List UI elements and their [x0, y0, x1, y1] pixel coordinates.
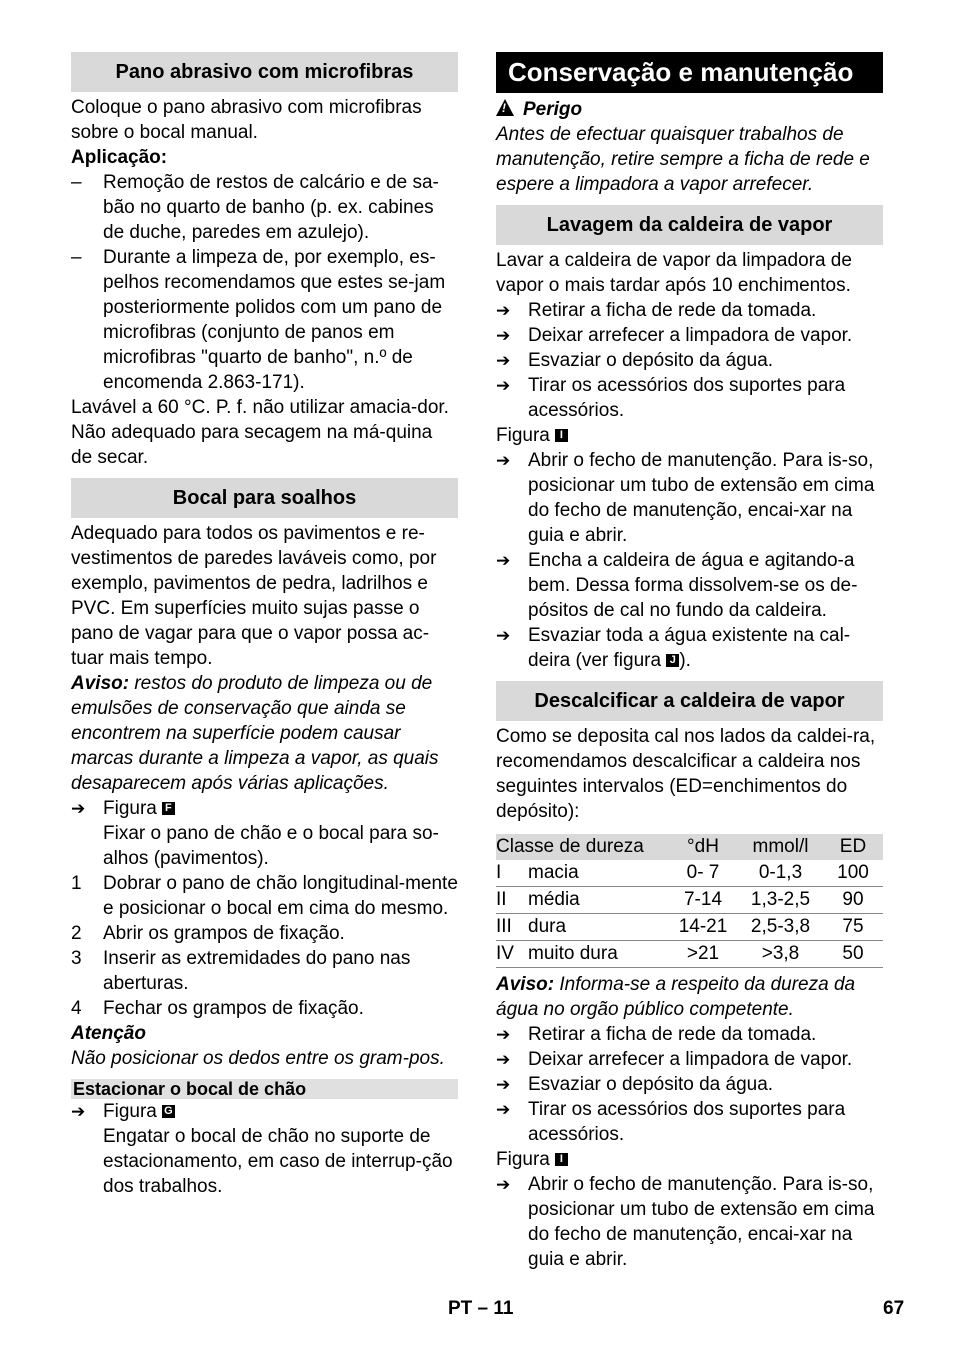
floor-nozzle-note: Aviso: restos do produto de limpeza ou de emulsões de conservação que ainda se encontrem na superfície podem causar marcas durante a limpeza a vapor, as quais desaparecem após várias aplicações. [71, 673, 439, 794]
list-item: – Remoção de restos de calcário e de sa-bão no quarto de banho (p. ex. cabines de duche, paredes em azulejo). [71, 172, 439, 243]
figure-ref: Figura I [496, 423, 883, 448]
step-item: ➔ Tirar os acessórios dos suportes para acessórios. [496, 375, 846, 421]
figure-letter-icon: F [162, 802, 175, 815]
figure-ref: Figura I [496, 1147, 883, 1172]
figure-text: Fixar o pano de chão e o bocal para so-alhos (pavimentos). [103, 823, 439, 869]
table-header: mmol/l [752, 836, 809, 857]
step-item: ➔ Deixar arrefecer a limpadora de vapor. [496, 1049, 853, 1070]
figure-ref: ➔ Figura F [71, 796, 458, 821]
section-heading-boiler-wash: Lavagem da caldeira de vapor [496, 205, 883, 245]
application-label: Aplicação: [71, 147, 168, 168]
figure-letter-icon: J [666, 654, 679, 667]
wash-note: Lavável a 60 °C. P. f. não utilizar amacia-dor. Não adequado para secagem na má-quina de secar. [71, 397, 449, 468]
table-row: IV muito dura >21 >3,8 50 [496, 941, 883, 968]
step-item: 2 Abrir os grampos de fixação. [71, 923, 345, 944]
step-item: 3 Inserir as extremidades do pano nas aberturas. [71, 948, 411, 994]
footer-section-label: PT – 11 [448, 1298, 514, 1319]
step-item: ➔ Deixar arrefecer a limpadora de vapor. [496, 325, 853, 346]
figure-letter-icon: I [555, 429, 568, 442]
arrow-icon: ➔ [496, 326, 511, 345]
arrow-icon: ➔ [496, 351, 511, 370]
table-header: Classe de dureza [496, 836, 644, 857]
list-item: – Durante a limpeza de, por exemplo, es-pelhos recomendamos que estes se-jam posteriormente polidos com um pano de microfibras (conjunto de panos em microfibras "quarto de banho", n.º de encomenda 2.863-171). [71, 247, 446, 393]
step-item: ➔ Retirar a ficha de rede da tomada. [496, 300, 817, 321]
arrow-icon: ➔ [496, 1100, 511, 1119]
chapter-title: Conservação e manutenção [496, 52, 883, 93]
descale-intro: Como se deposita cal nos lados da caldei-ra, recomendamos descalcificar a caldeira nos seguintes intervalos (ED=enchimentos do depósito): [496, 726, 876, 822]
table-row: II média 7-14 1,3-2,5 90 [496, 887, 883, 914]
subheading-park-nozzle: Estacionar o bocal de chão [71, 1079, 458, 1099]
floor-nozzle-intro: Adequado para todos os pavimentos e re-vestimentos de paredes laváveis como, por exemplo, pavimentos de pedra, ladrilhos e PVC. Em superfícies muito sujas passe o pano de vagar para que o vapor possa ac-tuar mais tempo. [71, 523, 437, 669]
step-item: ➔ Encha a caldeira de água e agitando-a bem. Dessa forma dissolvem-se os de-pósitos de cal no fundo da caldeira. [496, 550, 858, 621]
step-item: ➔ Abrir o fecho de manutenção. Para is-so, posicionar um tubo de extensão em cima do fecho de manutenção, encai-xar na guia e abrir. [496, 450, 875, 546]
arrow-icon: ➔ [496, 376, 511, 395]
arrow-icon: ➔ [496, 1175, 511, 1194]
table-header-row [496, 834, 883, 860]
step-item: 1 Dobrar o pano de chão longitudinal-mente e posicionar o bocal em cima do mesmo. [71, 873, 458, 919]
park-text: Engatar o bocal de chão no suporte de estacionamento, em caso de interrup-ção dos trabalhos. [103, 1126, 453, 1197]
step-item: ➔ Abrir o fecho de manutenção. Para is-so, posicionar um tubo de extensão em cima do fecho de manutenção, encai-xar na guia e abrir. [496, 1174, 875, 1270]
hardness-table [496, 834, 883, 968]
table-row: III dura 14-21 2,5-3,8 75 [496, 914, 883, 941]
step-item: ➔ Tirar os acessórios dos suportes para acessórios. [496, 1099, 846, 1145]
step-item: ➔ Esvaziar o depósito da água. [496, 350, 774, 371]
left-column [71, 52, 458, 1199]
table-header: °dH [687, 836, 719, 857]
arrow-icon: ➔ [71, 799, 86, 818]
arrow-icon: ➔ [496, 551, 511, 570]
section-heading-descale: Descalcificar a caldeira de vapor [496, 681, 883, 721]
step-item: 4 Fechar os grampos de fixação. [71, 998, 364, 1019]
page-number: 67 [883, 1298, 905, 1319]
danger-text: Antes de efectuar quaisquer trabalhos de manutenção, retire sempre a ficha de rede e espere a limpadora a vapor arrefecer. [496, 124, 870, 195]
figure-ref: ➔ Figura G [71, 1099, 458, 1124]
step-item: ➔ Esvaziar o depósito da água. [496, 1074, 774, 1095]
step-item: ➔ Retirar a ficha de rede da tomada. [496, 1024, 817, 1045]
descale-note: Aviso: Informa-se a respeito da dureza da água no orgão público competente. [496, 974, 856, 1020]
figure-letter-icon: G [162, 1105, 175, 1118]
microfiber-intro: Coloque o pano abrasivo com microfibras sobre o bocal manual. [71, 97, 422, 143]
arrow-icon: ➔ [496, 1075, 511, 1094]
arrow-icon: ➔ [496, 1025, 511, 1044]
arrow-icon: ➔ [71, 1102, 86, 1121]
right-column [496, 52, 883, 1272]
attention-text: Não posicionar os dedos entre os gram-pos. [71, 1048, 445, 1069]
arrow-icon: ➔ [496, 1050, 511, 1069]
section-heading-microfiber: Pano abrasivo com microfibras [71, 52, 458, 92]
danger-label: !Perigo [496, 97, 883, 122]
arrow-icon: ➔ [496, 451, 511, 470]
table-header: ED [839, 836, 867, 857]
step-item: ➔ Esvaziar toda a água existente na cal-deira (ver figura J ). [496, 625, 851, 671]
section-heading-floor-nozzle: Bocal para soalhos [71, 478, 458, 518]
arrow-icon: ➔ [496, 301, 511, 320]
warning-icon [496, 99, 514, 116]
boiler-wash-intro: Lavar a caldeira de vapor da limpadora de vapor o mais tardar após 10 enchimentos. [496, 250, 852, 296]
arrow-icon: ➔ [496, 626, 511, 645]
figure-letter-icon: I [555, 1153, 568, 1166]
table-row: I macia 0- 7 0-1,3 100 [496, 860, 883, 887]
attention-label: Atenção [71, 1023, 146, 1044]
